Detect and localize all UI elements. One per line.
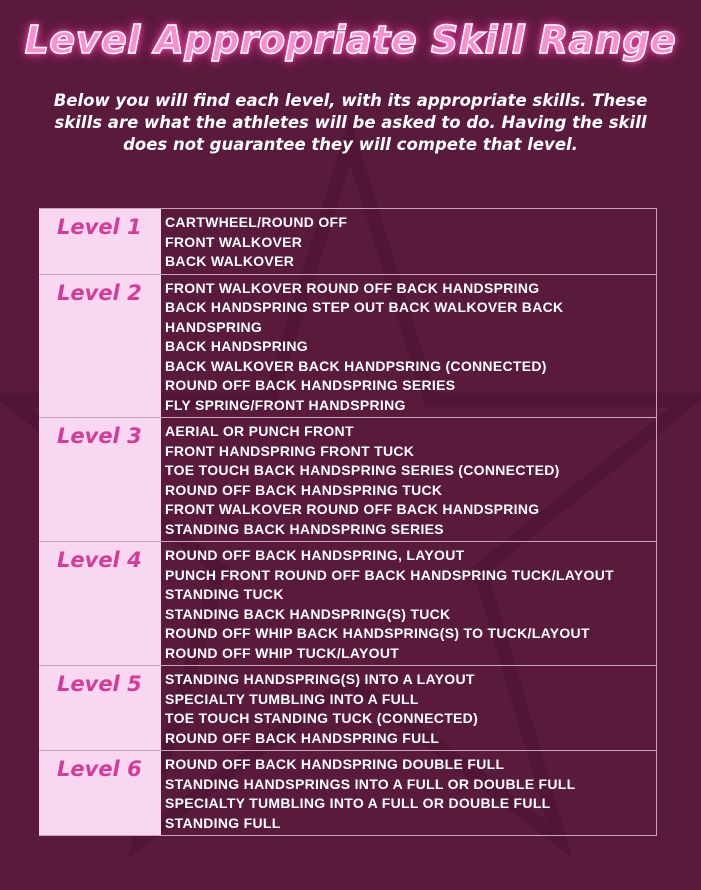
intro-text: Below you will find each level, with its appropriate skills. These skills are what the athletes will be asked to do. Having the skill does not guarantee they will compete that level. bbox=[53, 91, 648, 154]
skill-item: STANDING HANDSPRINGS INTO A FULL OR DOUBLE FULL bbox=[165, 775, 576, 792]
skill-item: TOE TOUCH BACK HANDSPRING SERIES (CONNECTED) bbox=[165, 462, 560, 478]
skill-item: SPECIALTY TUMBLING INTO A FULL OR DOUBLE FULL bbox=[165, 795, 551, 811]
skill-item: ROUND OFF BACK HANDSPRING SERIES bbox=[165, 377, 456, 393]
skill-item: STANDING BACK HANDSPRING SERIES bbox=[165, 520, 444, 537]
skill-item: BACK HANDSPRING bbox=[165, 338, 308, 354]
level-label: Level 6 bbox=[57, 757, 142, 781]
skill-item: BACK WALKOVER BACK HANDPSRING (CONNECTED) bbox=[165, 357, 547, 374]
level-cell bbox=[39, 542, 161, 665]
level-row bbox=[39, 751, 657, 836]
skill-item: AERIAL OR PUNCH FRONT bbox=[165, 423, 354, 439]
level-row bbox=[39, 542, 657, 666]
skill-item: FRONT HANDSPRING FRONT TUCK bbox=[165, 442, 415, 459]
skill-item: ROUND OFF BACK HANDSPRING, LAYOUT bbox=[165, 547, 465, 563]
skill-item: FLY SPRING/FRONT HANDSPRING bbox=[165, 396, 406, 413]
level-row bbox=[39, 275, 657, 419]
skill-item: FRONT WALKOVER ROUND OFF BACK HANDSPRING bbox=[165, 501, 540, 517]
skill-item: TOE TOUCH STANDING TUCK (CONNECTED) bbox=[165, 710, 479, 726]
skills-cell bbox=[161, 542, 657, 665]
level-cell bbox=[39, 275, 161, 418]
skill-item: STANDING TUCK bbox=[165, 586, 284, 602]
skill-item: ROUND OFF BACK HANDSPRING FULL bbox=[165, 729, 440, 746]
skill-item: ROUND OFF WHIP TUCK/LAYOUT bbox=[165, 644, 400, 661]
skill-item: ROUND OFF BACK HANDSPRING TUCK bbox=[165, 481, 443, 498]
skills-cell bbox=[161, 418, 657, 541]
level-label: Level 4 bbox=[57, 548, 142, 572]
skill-item: STANDING BACK HANDSPRING(S) TUCK bbox=[165, 605, 451, 622]
skill-item: BACK HANDSPRING STEP OUT BACK WALKOVER BACK HANDSPRING bbox=[165, 299, 564, 335]
skill-item: ROUND OFF BACK HANDSPRING DOUBLE FULL bbox=[165, 756, 505, 772]
page-title: Level Appropriate Skill Range bbox=[24, 18, 677, 62]
level-label: Level 1 bbox=[57, 215, 142, 239]
skill-item: SPECIALTY TUMBLING INTO A FULL bbox=[165, 690, 419, 707]
skill-range-table bbox=[39, 208, 657, 836]
level-label: Level 3 bbox=[57, 424, 142, 448]
level-label: Level 5 bbox=[57, 672, 142, 696]
skill-item: PUNCH FRONT ROUND OFF BACK HANDSPRING TUCK/LAYOUT bbox=[165, 566, 614, 583]
skills-cell bbox=[161, 275, 657, 418]
skill-item: BACK WALKOVER bbox=[165, 253, 295, 269]
skill-item: FRONT WALKOVER ROUND OFF BACK HANDSPRING bbox=[165, 279, 540, 296]
skills-cell bbox=[161, 209, 657, 274]
skills-cell bbox=[161, 666, 657, 750]
skill-item: CARTWHEEL/ROUND OFF bbox=[165, 214, 348, 230]
skill-item: ROUND OFF WHIP BACK HANDSPRING(S) TO TUCK/LAYOUT bbox=[165, 625, 590, 641]
level-cell bbox=[39, 209, 161, 274]
level-row bbox=[39, 418, 657, 542]
level-row bbox=[39, 208, 657, 275]
level-cell bbox=[39, 418, 161, 541]
skill-item: FRONT WALKOVER bbox=[165, 233, 303, 250]
level-cell bbox=[39, 751, 161, 835]
level-row bbox=[39, 666, 657, 751]
level-label: Level 2 bbox=[57, 280, 142, 305]
skill-item: STANDING FULL bbox=[165, 814, 281, 831]
skills-cell bbox=[161, 751, 657, 835]
level-cell bbox=[39, 666, 161, 750]
skill-item: STANDING HANDSPRING(S) INTO A LAYOUT bbox=[165, 671, 475, 687]
